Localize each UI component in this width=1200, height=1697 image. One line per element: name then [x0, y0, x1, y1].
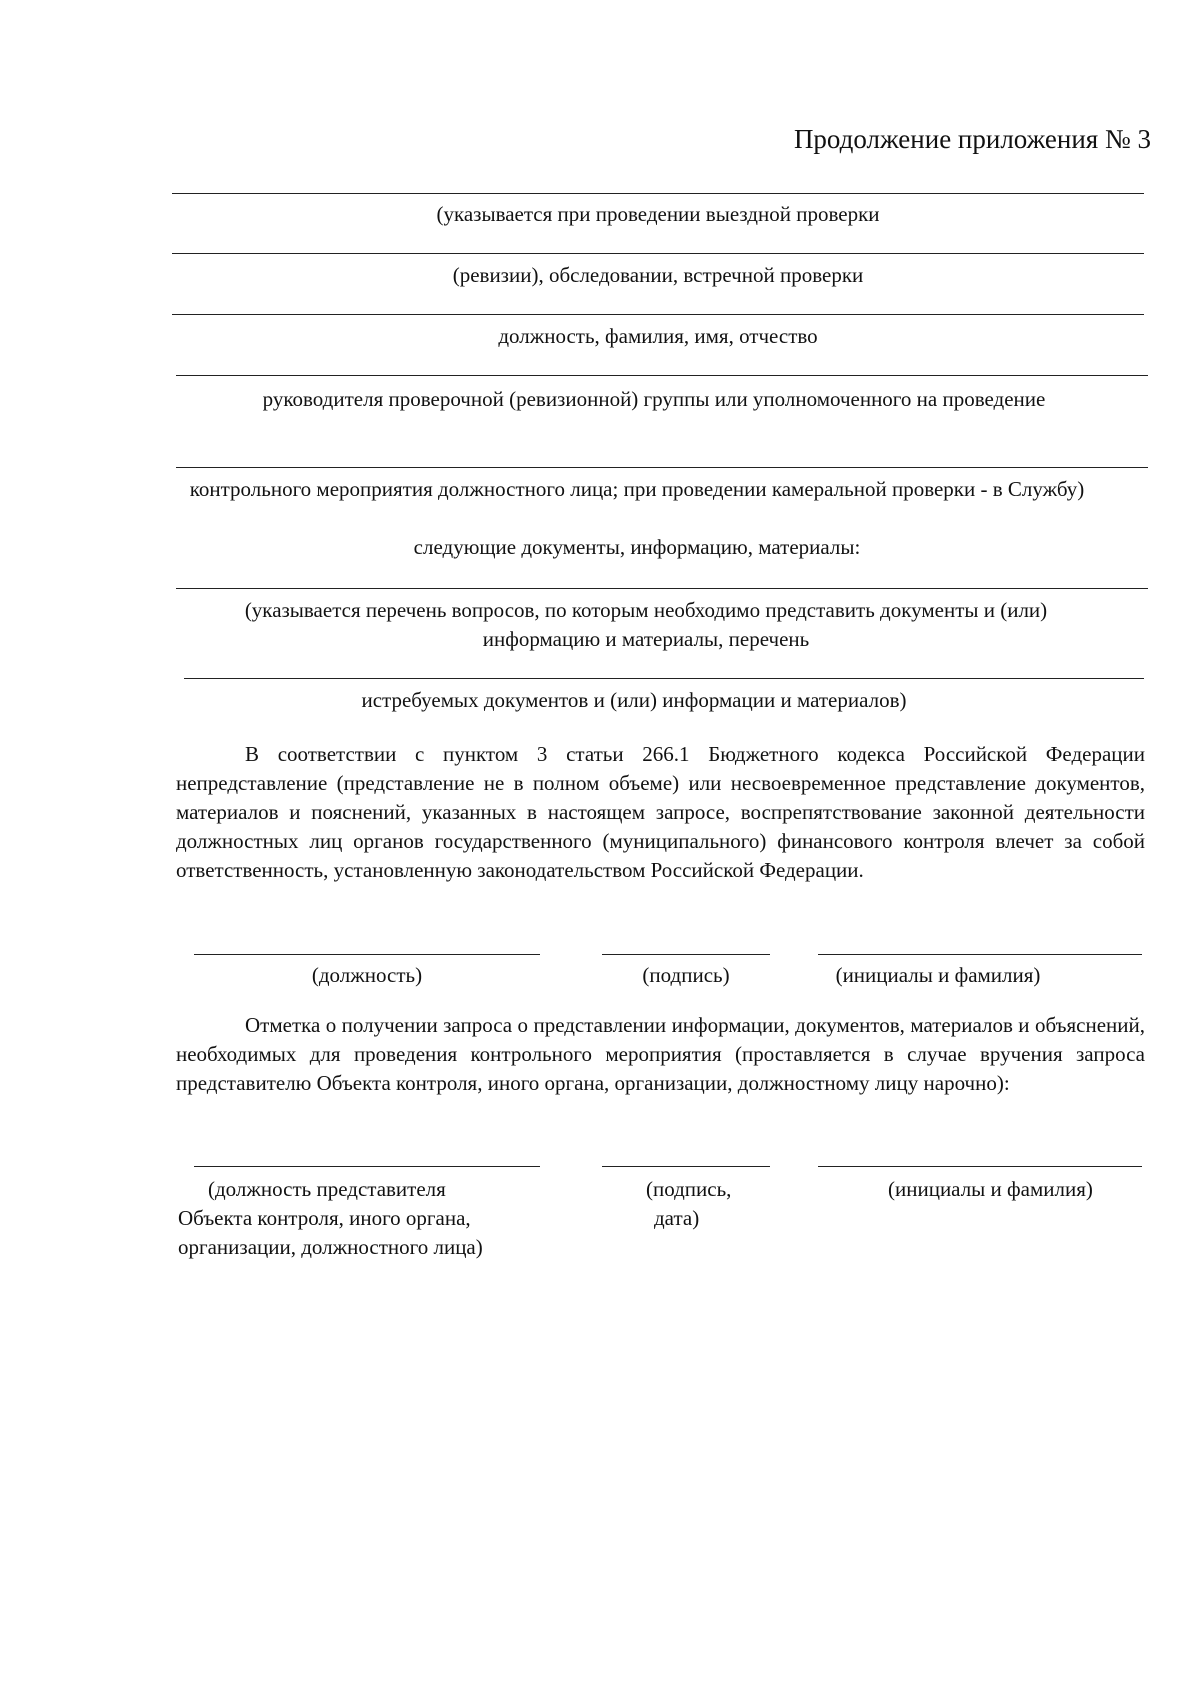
liability-paragraph: В соответствии с пунктом 3 статьи 266.1 Бюджетного кодекса Российской Федерации непредставление (представление не в полном объеме) или несвоевременное представление документов, материалов и пояснений, указанных в настоящем запросе, воспрепятствование законной деятельности должностных лиц органов государственного (муниципального) финансового контроля влечет за собой ответственность, установленную законодательством Российской Федерации. [176, 742, 1145, 882]
signature-2-position-caption [178, 1175, 483, 1262]
page-header: Продолжение приложения № 3 [793, 124, 1151, 154]
signature-1-signature-caption: (подпись) [642, 963, 730, 987]
fill-line-3 [172, 314, 1144, 315]
signature-2-position-line [194, 1166, 540, 1167]
signature-2-position-line-1: (должность представителя [208, 1177, 446, 1201]
signature-2-signature-line-2: дата) [654, 1206, 700, 1230]
fill-line-5 [176, 467, 1148, 468]
fill-line-7 [184, 678, 1144, 679]
signature-1-signature-line [602, 954, 770, 955]
fill-line-1 [172, 193, 1144, 194]
signature-2-name-line [818, 1166, 1142, 1167]
signature-2-position-line-3: организации, должностного лица) [178, 1235, 483, 1259]
recipient-caption-4: руководителя проверочной (ревизионной) группы или уполномоченного на проведение [262, 387, 1046, 411]
receipt-paragraph: Отметка о получении запроса о представлении информации, документов, материалов и объяснений, необходимых для проведения контрольного мероприятия (проставляется в случае вручения запроса представителю Объекта контроля, иного органа, организации, должностному лицу нарочно): [176, 1013, 1145, 1095]
signature-2-signature-line-1: (подпись, [646, 1177, 732, 1201]
signature-1-position-line [194, 954, 540, 955]
recipient-caption-2: (ревизии), обследовании, встречной проверки [452, 263, 864, 287]
documents-intro: следующие документы, информацию, материалы: [413, 535, 861, 559]
signature-1-name-line [818, 954, 1142, 955]
documents-caption-1: (указывается перечень вопросов, по которым необходимо представить документы и (или) информацию и материалы, перечень [244, 598, 1048, 651]
signature-2-signature-caption [646, 1175, 731, 1233]
signature-1-position-caption: (должность) [311, 963, 423, 987]
fill-line-6 [176, 588, 1148, 589]
signature-2-position-line-2: Объекта контроля, иного органа, [178, 1206, 471, 1230]
fill-line-2 [172, 253, 1144, 254]
recipient-caption-3: должность, фамилия, имя, отчество [498, 324, 818, 348]
signature-2-signature-line [602, 1166, 770, 1167]
signature-1-name-caption: (инициалы и фамилия) [835, 963, 1041, 987]
recipient-caption-1: (указывается при проведении выездной проверки [436, 202, 880, 226]
documents-caption-2: истребуемых документов и (или) информации и материалов) [361, 688, 907, 712]
recipient-caption-5: контрольного мероприятия должностного лица; при проведении камеральной проверки - в Службу) [189, 477, 1085, 501]
fill-line-4 [176, 375, 1148, 376]
signature-2-name-caption: (инициалы и фамилия) [888, 1177, 1093, 1201]
